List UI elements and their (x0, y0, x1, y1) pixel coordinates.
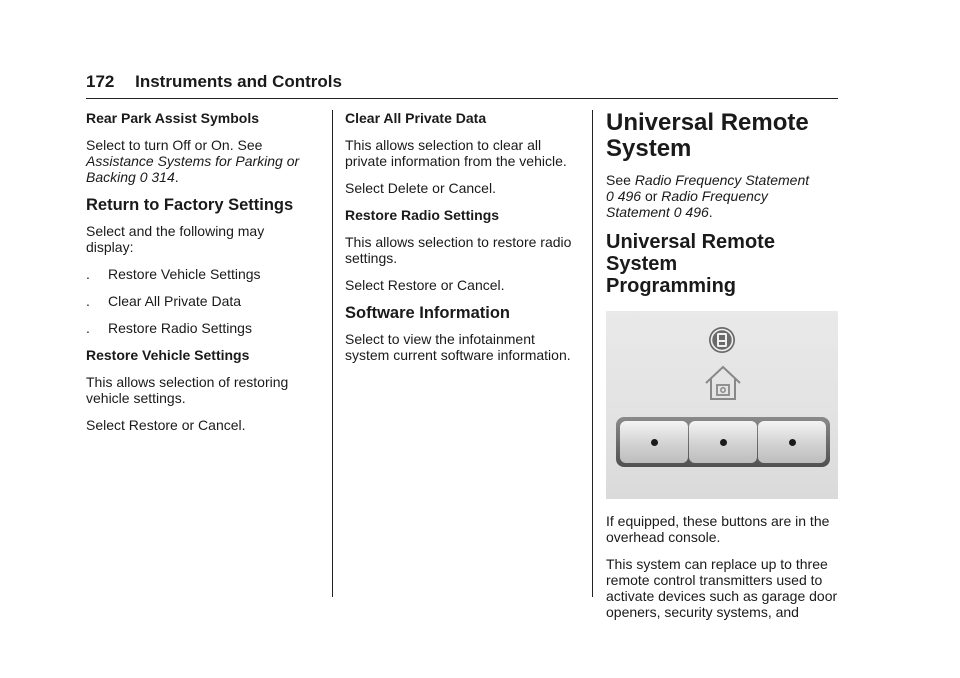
restore-vehicle-heading: Restore Vehicle Settings (86, 347, 250, 363)
ref-arrow: 0 (606, 188, 614, 204)
column-divider-2 (592, 110, 593, 597)
dot-icon (651, 439, 658, 446)
section-title: Instruments and Controls (135, 72, 342, 91)
bullet-text: Restore Vehicle Settings (108, 266, 261, 282)
clear-text: This allows selection to clear all private information from the vehicle. (345, 137, 567, 169)
header-rule (86, 98, 838, 99)
remote-status-icon (707, 325, 737, 355)
clear-select: Select Delete or Cancel. (345, 180, 496, 196)
dot-icon (720, 439, 727, 446)
ref2-link-a[interactable]: Radio Frequency (661, 188, 768, 204)
rear-park-text: Select to turn Off or On. See (86, 137, 263, 153)
bullet-text: Restore Radio Settings (108, 320, 252, 336)
remote-button-bar (616, 417, 830, 467)
caption-2: This system can replace up to three remote control transmitters used to activate devices such as garage door openers, security systems, and (606, 556, 838, 620)
column-1 (86, 110, 311, 444)
caption-1: If equipped, these buttons are in the overhead console. (606, 513, 830, 545)
rear-park-heading: Rear Park Assist Symbols (86, 110, 260, 126)
see-word: See (606, 172, 631, 188)
ref2-page[interactable]: 496 (685, 204, 709, 220)
column-divider-1 (332, 110, 333, 597)
rear-park-ref-link[interactable]: Assistance Systems for Parking or Backing (86, 153, 300, 185)
programming-heading (606, 231, 838, 297)
title-line-2: System (606, 135, 692, 162)
universal-remote-title (606, 110, 838, 162)
dot-icon (789, 439, 796, 446)
restore-vehicle-select: Select Restore or Cancel. (86, 417, 246, 433)
see-paragraph: See Radio Frequency Statement 0 496 or Radio Frequency Statement 0 496. (606, 172, 810, 220)
remote-button-1[interactable] (620, 421, 688, 463)
software-heading: Software Information (345, 304, 511, 322)
column-2 (345, 110, 580, 374)
page-header (86, 72, 342, 92)
ref1-page[interactable]: 496 (617, 188, 642, 204)
factory-intro: Select and the following may display: (86, 223, 265, 255)
software-text: Select to view the infotainment system current software information. (345, 331, 571, 363)
restore-radio-text: This allows selection to restore radio settings. (345, 234, 572, 266)
rear-park-ref-page[interactable]: 314 (151, 169, 175, 185)
programming-line-2: Programming (606, 275, 737, 297)
restore-vehicle-text: This allows selection of restoring vehicle settings. (86, 374, 289, 406)
clear-heading: Clear All Private Data (345, 110, 487, 126)
programming-line-1: Universal Remote System (606, 231, 775, 275)
list-item (86, 293, 311, 309)
factory-heading: Return to Factory Settings (86, 196, 294, 214)
bullet-marker: . (86, 266, 90, 282)
ref2-link-b[interactable]: Statement (606, 204, 670, 220)
garage-house-icon (702, 363, 744, 403)
list-item (86, 320, 311, 336)
rear-park-ref-arrow: 0 (139, 169, 148, 185)
restore-radio-heading: Restore Radio Settings (345, 207, 500, 223)
title-line-1: Universal Remote (606, 109, 809, 136)
ref-arrow: 0 (673, 204, 682, 220)
list-item (86, 266, 311, 282)
remote-button-3[interactable] (758, 421, 826, 463)
restore-radio-select: Select Restore or Cancel. (345, 277, 505, 293)
bullet-text: Clear All Private Data (108, 293, 242, 309)
column-3 (606, 110, 838, 631)
ref1-link[interactable]: Radio Frequency Statement (634, 172, 810, 188)
rear-park-paragraph: Select to turn Off or On. See Assistance Systems for Parking or Backing 0 314. (86, 137, 300, 185)
overhead-console-figure (606, 311, 838, 499)
or-word: or (644, 188, 658, 204)
page-number: 172 (86, 72, 115, 91)
remote-button-2[interactable] (689, 421, 757, 463)
bullet-marker: . (86, 293, 90, 309)
bullet-marker: . (86, 320, 90, 336)
